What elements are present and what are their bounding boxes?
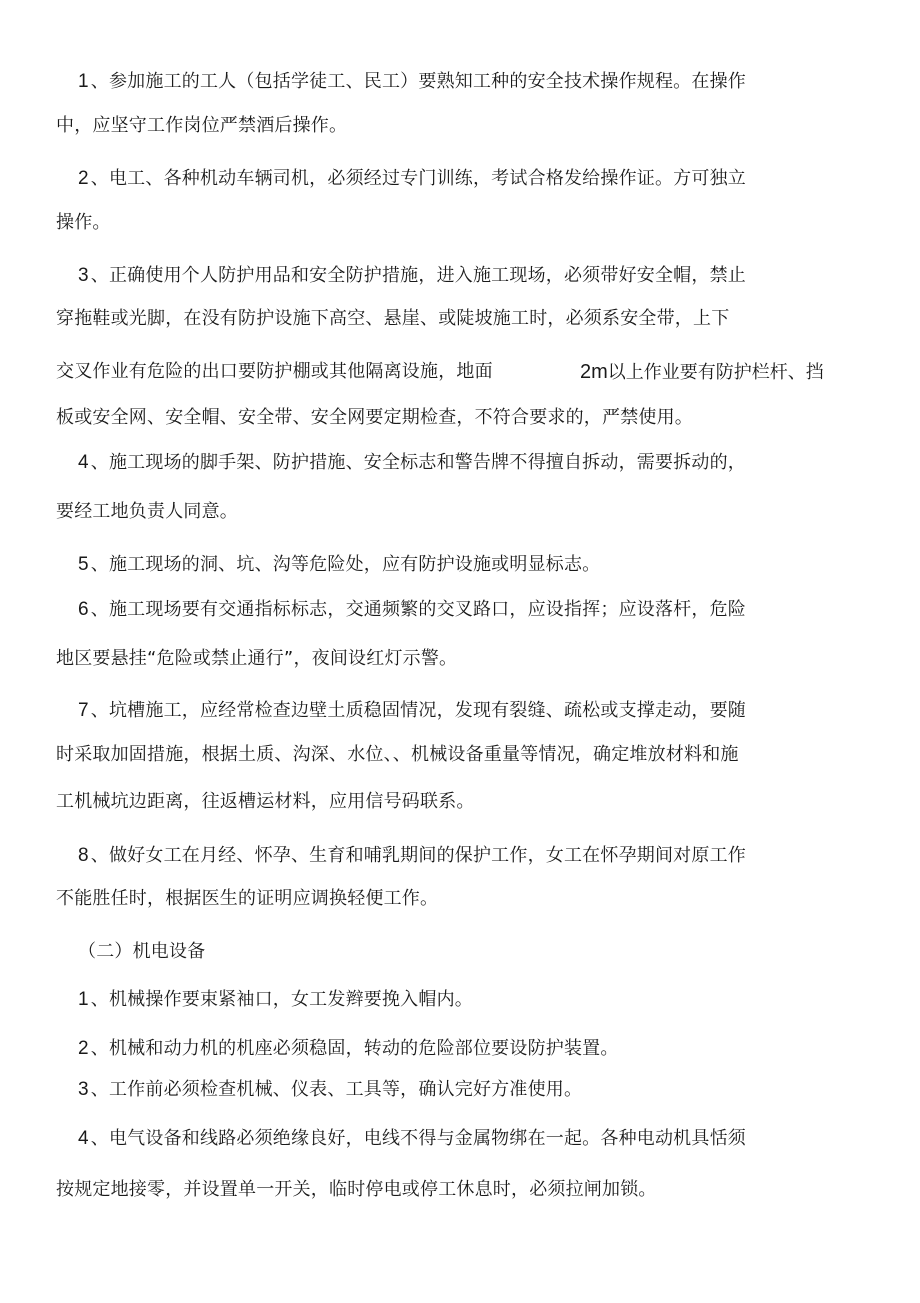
section-item-2 [78,1037,619,1061]
item-text: 、电工、各种机动车辆司机，必须经过专门训练，考试合格发给操作证。方可独立 [90,168,746,189]
item-3-line-3a: 交叉作业有危险的出口要防护棚或其他隔离设施，地面 [56,361,493,382]
item-text: 、施工现场要有交通指标标志，交通频繁的交叉路口，应设指挥；应设落杆，危险 [90,599,746,620]
item-2-line-1 [78,167,746,191]
section-item-4-line-2: 按规定地接零，并设置单一开关，临时停电或停工休息时，必须拉闸加锁。 [56,1179,657,1200]
item-text: 、机械和动力机的机座必须稳固，转动的危险部位要设防护装置。 [90,1038,619,1059]
item-6-line-2: 地区要悬挂“危险或禁止通行”，夜间设红灯示警。 [56,648,458,669]
item-7-line-3: 工机械坑边距离，往返槽运材料，应用信号码联系。 [56,791,475,812]
section-item-3 [78,1078,582,1102]
item-number: 1 [78,71,89,92]
section-item-4-line-1 [78,1127,746,1151]
section-item-1 [78,988,473,1012]
item-number: 7 [78,700,89,721]
item-text: 、做好女工在月经、怀孕、生育和哺乳期间的保护工作，女工在怀孕期间对原工作 [90,845,746,866]
item-8-line-1 [78,844,746,868]
item-3-line-1 [78,264,746,288]
item-text: 以上作业要有防护栏杆、挡 [607,362,824,383]
item-number: 4 [78,1128,89,1149]
item-number: 1 [78,989,89,1010]
item-7-line-1 [78,699,746,723]
item-number: 2 [78,1038,89,1059]
item-4-line-1 [78,451,746,475]
item-number: 4 [78,452,89,473]
item-text: 、正确使用个人防护用品和安全防护措施，进入施工现场，必须带好安全帽，禁止 [90,265,746,286]
item-3-line-3b [580,360,824,385]
item-text: 、工作前必须检查机械、仪表、工具等，确认完好方准使用。 [90,1079,583,1100]
item-text: 、施工现场的脚手架、防护措施、安全标志和警告牌不得擅自拆动，需要拆动的， [90,452,746,473]
section-heading: （二）机电设备 [78,941,206,962]
item-number: 5 [78,554,89,575]
measure-value: 2m [580,361,608,383]
item-8-line-2: 不能胜任时，根据医生的证明应调换轻便工作。 [56,888,439,909]
item-number: 6 [78,599,89,620]
item-4-line-2: 要经工地负责人同意。 [56,501,238,522]
item-1-line-2: 中，应坚守工作岗位严禁酒后操作。 [56,115,348,136]
item-5-line-1 [78,553,600,577]
item-text: 、施工现场的洞、坑、沟等危险处，应有防护设施或明显标志。 [90,554,601,575]
item-3-line-4: 板或安全网、安全帽、安全带、安全网要定期检查，不符合要求的，严禁使用。 [56,407,693,428]
item-2-line-2: 操作。 [56,212,111,233]
item-7-line-2: 时采取加固措施，根据土质、沟深、水位、、机械设备重量等情况，确定堆放材料和施 [56,744,739,765]
item-number: 8 [78,845,89,866]
item-6-line-1 [78,598,746,622]
item-text: 、参加施工的工人（包括学徒工、民工）要熟知工种的安全技术操作规程。在操作 [90,71,746,92]
item-text: 、坑槽施工，应经常检查边壁土质稳固情况，发现有裂缝、疏松或支撑走动，要随 [90,700,746,721]
item-number: 3 [78,1079,89,1100]
item-1-line-1 [78,70,746,94]
item-3-line-2: 穿拖鞋或光脚，在没有防护设施下高空、悬崖、或陡坡施工时，必须系安全带，上下 [56,308,730,329]
item-number: 3 [78,265,89,286]
item-number: 2 [78,168,89,189]
item-text: 、电气设备和线路必须绝缘良好，电线不得与金属物绑在一起。各种电动机具恬须 [90,1128,746,1149]
item-text: 、机械操作要束紧袖口，女工发辫要挽入帽内。 [90,989,473,1010]
